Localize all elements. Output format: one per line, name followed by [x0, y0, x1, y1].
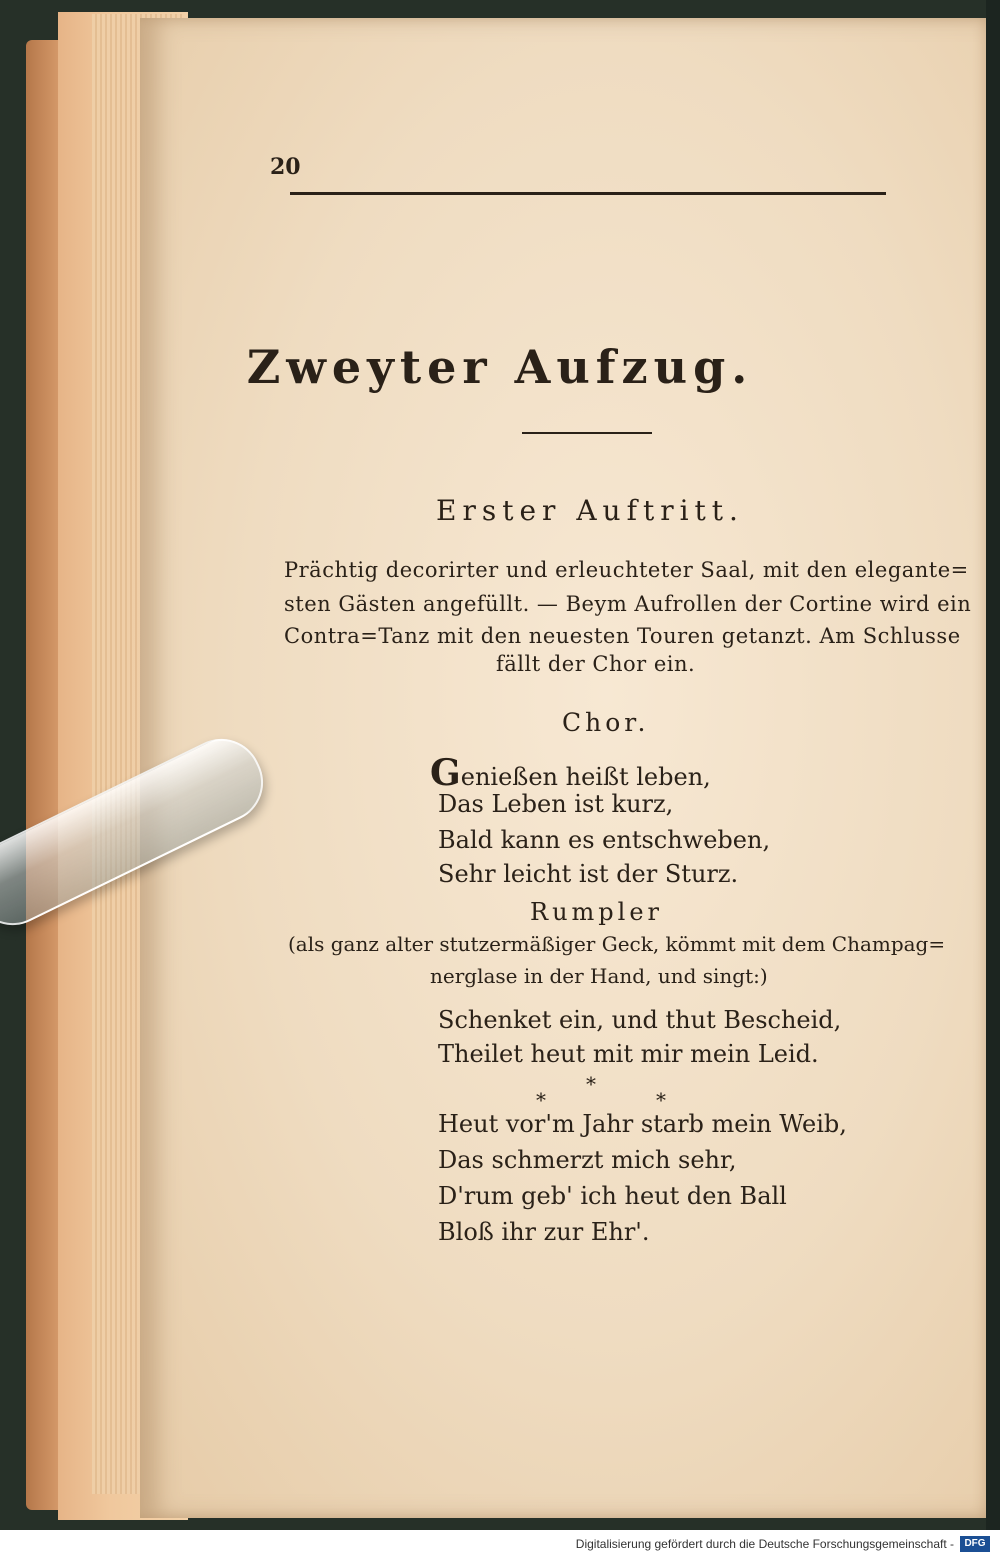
rumpler-label: Rumpler [530, 898, 663, 926]
footer-bar [0, 1530, 1000, 1558]
verse-line: Bloß ihr zur Ehr'. [438, 1218, 650, 1246]
stage-direction-line: fällt der Chor ein. [496, 652, 696, 676]
stage-direction-line: Contra=Tanz mit den neuesten Touren getanzt. Am Schlusse [284, 624, 961, 648]
drop-cap: G [430, 752, 461, 794]
verse-line: Das schmerzt mich sehr, [438, 1146, 737, 1174]
header-rule [290, 192, 886, 195]
asterisk: * [536, 1088, 546, 1112]
rumpler-direction-line: nerglase in der Hand, und singt:) [430, 964, 768, 988]
verse-line: Heut vor'm Jahr starb mein Weib, [438, 1110, 847, 1138]
background-edge [986, 0, 1000, 1558]
chor-line: Sehr leicht ist der Sturz. [438, 860, 739, 888]
scene-title: Erster Auftritt. [436, 494, 744, 527]
stage-direction-line: sten Gästen angefüllt. — Beym Aufrollen der Cortine wird ein [284, 592, 972, 616]
title-divider [522, 432, 652, 434]
asterisk: * [586, 1072, 596, 1096]
rumpler-line: Theilet heut mit mir mein Leid. [438, 1040, 819, 1068]
dfg-logo-icon: DFG [960, 1536, 990, 1552]
rumpler-line: Schenket ein, und thut Bescheid, [438, 1006, 842, 1034]
chor-line-text: enießen heißt leben, [460, 763, 711, 791]
asterisk: * [656, 1088, 666, 1112]
footer-credit: Digitalisierung gefördert durch die Deutsche Forschungsgemeinschaft - [575, 1537, 954, 1551]
chor-line: Das Leben ist kurz, [438, 790, 674, 818]
chor-line [430, 752, 711, 794]
act-title: Zweyter Aufzug. [246, 340, 754, 394]
chor-line: Bald kann es entschweben, [438, 826, 771, 854]
verse-line: D'rum geb' ich heut den Ball [438, 1182, 787, 1210]
chor-label: Chor. [562, 708, 650, 737]
page-number: 20 [270, 154, 301, 180]
rumpler-direction-line: (als ganz alter stutzermäßiger Geck, kömmt mit dem Champag= [288, 932, 946, 956]
stage-direction-line: Prächtig decorirter und erleuchteter Saal, mit den elegante= [284, 558, 969, 582]
